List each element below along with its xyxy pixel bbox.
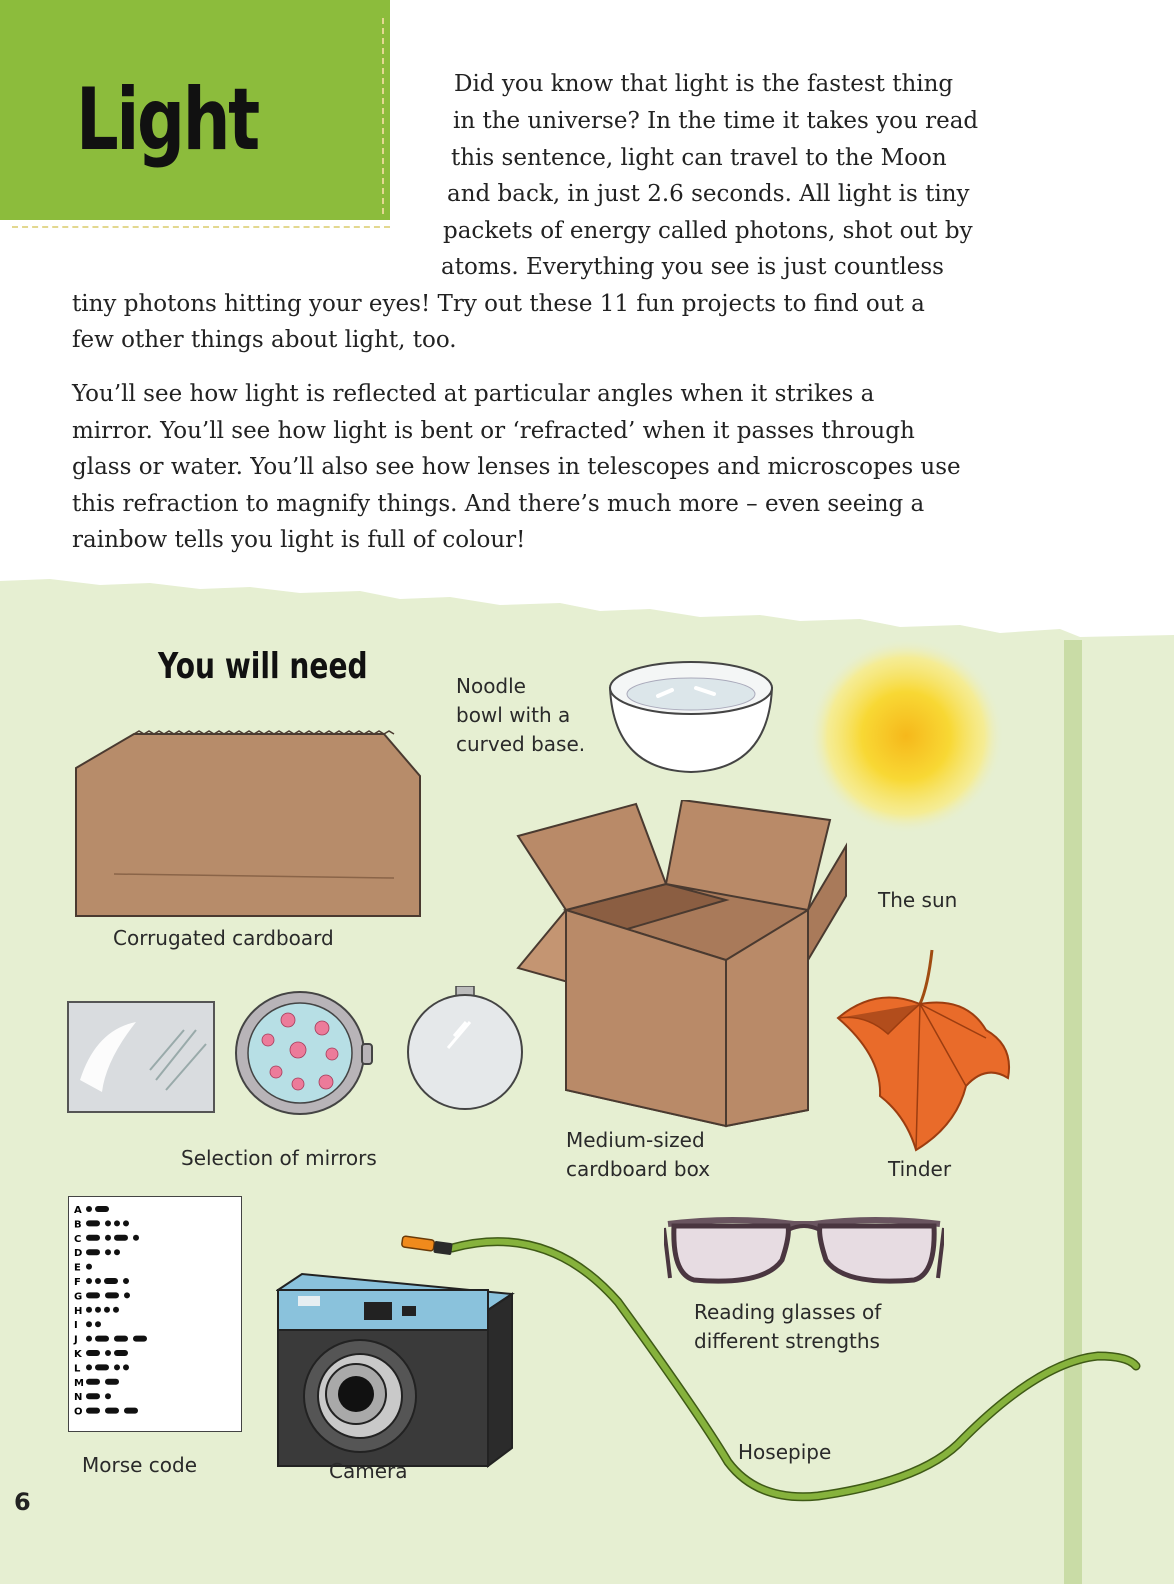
corrugated-cardboard-icon (74, 730, 422, 920)
morse-dash (86, 1220, 100, 1226)
box-label-line: Medium-sized (566, 1128, 705, 1152)
page-title: Light (76, 70, 258, 170)
intro-line: packets of energy called photons, shot out by (443, 218, 973, 244)
morse-dash (95, 1336, 109, 1342)
intro-line: tiny photons hitting your eyes! Try out these 11 fun projects to find out a (72, 291, 925, 317)
page-number: 6 (14, 1488, 31, 1516)
second-paragraph (72, 376, 961, 559)
morse-dot (95, 1278, 101, 1284)
morse-dot (105, 1220, 111, 1226)
morse-dash (95, 1206, 109, 1212)
hosepipe-label: Hosepipe (738, 1440, 832, 1464)
morse-dot (113, 1307, 119, 1313)
bowl-label-line: Noodle (456, 674, 526, 698)
morse-letter: K (74, 1349, 82, 1360)
morse-letter: L (74, 1363, 81, 1375)
bowl-label-line: bowl with a (456, 703, 571, 727)
morse-dash (114, 1336, 128, 1342)
morse-dot (114, 1220, 120, 1226)
morse-dot (86, 1264, 92, 1270)
morse-dot (114, 1249, 120, 1255)
morse-dash (114, 1350, 128, 1356)
morse-dash (86, 1408, 100, 1414)
morse-letter: I (74, 1320, 78, 1332)
morse-dash (86, 1350, 100, 1356)
morse-dash (124, 1408, 138, 1414)
morse-dot (86, 1321, 92, 1327)
glasses-label-line: different strengths (694, 1329, 880, 1353)
camera-label: Camera (329, 1459, 408, 1483)
cardboard-label: Corrugated cardboard (113, 926, 334, 950)
dashed-border-right (382, 18, 384, 214)
noodle-bowl-icon (606, 658, 776, 776)
tinder-leaf-icon (836, 946, 1016, 1154)
morse-letter: D (74, 1248, 83, 1260)
morse-dash (86, 1393, 100, 1399)
morse-dash (86, 1292, 100, 1298)
morse-code-card (68, 1196, 242, 1432)
para-line: this refraction to magnify things. And there’s much more – even seeing a (72, 490, 925, 517)
morse-dot (86, 1278, 92, 1284)
tinder-label: Tinder (888, 1157, 952, 1181)
morse-dash (86, 1235, 100, 1241)
morse-dot (133, 1235, 139, 1241)
morse-dash (86, 1379, 100, 1385)
morse-dot (105, 1350, 111, 1356)
morse-dot (105, 1235, 111, 1241)
morse-label: Morse code (82, 1453, 198, 1477)
morse-dot (86, 1336, 92, 1342)
compact-mirror-icon (232, 988, 378, 1118)
round-mirror-icon (404, 986, 526, 1112)
morse-dot (95, 1321, 101, 1327)
para-line: glass or water. You’ll also see how lenses in telescopes and microscopes use (72, 454, 961, 480)
sun-label: The sun (878, 888, 958, 912)
morse-letter: J (74, 1334, 78, 1346)
morse-dash (104, 1278, 118, 1284)
morse-dot (123, 1220, 129, 1226)
morse-dot (123, 1364, 129, 1370)
para-line: rainbow tells you light is full of colour! (72, 527, 526, 553)
bowl-label (456, 672, 585, 759)
intro-line: in the universe? In the time it takes you read (453, 108, 979, 134)
intro-line: this sentence, light can travel to the Moon (451, 145, 947, 171)
cardboard-box-icon (514, 800, 850, 1130)
morse-dash (95, 1364, 109, 1370)
square-mirror-icon (66, 1000, 216, 1116)
morse-dot (105, 1393, 111, 1399)
morse-dot (124, 1292, 130, 1298)
morse-dash (105, 1408, 119, 1414)
morse-letter: M (74, 1377, 84, 1389)
box-label-line: cardboard box (566, 1157, 711, 1181)
morse-dot (86, 1364, 92, 1370)
morse-dot (123, 1278, 129, 1284)
morse-dash (86, 1249, 100, 1255)
para-line: You’ll see how light is reflected at particular angles when it strikes a (72, 381, 875, 407)
intro-line: Did you know that light is the fastest thing (454, 71, 954, 97)
intro-line: few other things about light, too. (72, 327, 457, 353)
morse-dash (133, 1336, 147, 1342)
para-line: mirror. You’ll see how light is bent or ‘refracted’ when it passes through (72, 417, 915, 444)
morse-dot (114, 1364, 120, 1370)
morse-dot (95, 1307, 101, 1313)
morse-dot (105, 1249, 111, 1255)
intro-line: and back, in just 2.6 seconds. All light is tiny (447, 181, 970, 207)
morse-dot (86, 1206, 92, 1212)
morse-code-chart (69, 1197, 241, 1431)
morse-dash (105, 1292, 119, 1298)
morse-letter: E (74, 1262, 81, 1274)
morse-dot (86, 1307, 92, 1313)
intro-line: atoms. Everything you see is just countless (441, 254, 944, 280)
morse-letter: N (74, 1392, 83, 1404)
morse-dash (114, 1235, 128, 1241)
glasses-label-line: Reading glasses of (694, 1300, 882, 1324)
mirrors-label: Selection of mirrors (181, 1146, 377, 1170)
morse-letter: G (74, 1291, 83, 1303)
morse-dot (104, 1307, 110, 1313)
morse-letter: F (74, 1277, 81, 1288)
dashed-border-bottom (12, 226, 390, 228)
bowl-label-line: curved base. (456, 732, 586, 756)
you-will-need-heading: You will need (158, 646, 368, 687)
morse-letter: H (74, 1305, 83, 1317)
morse-letter: A (74, 1205, 82, 1216)
morse-letter: O (74, 1406, 83, 1418)
morse-dash (105, 1379, 119, 1385)
box-label (566, 1126, 710, 1184)
morse-letter: B (74, 1219, 82, 1231)
morse-letter: C (74, 1233, 82, 1245)
